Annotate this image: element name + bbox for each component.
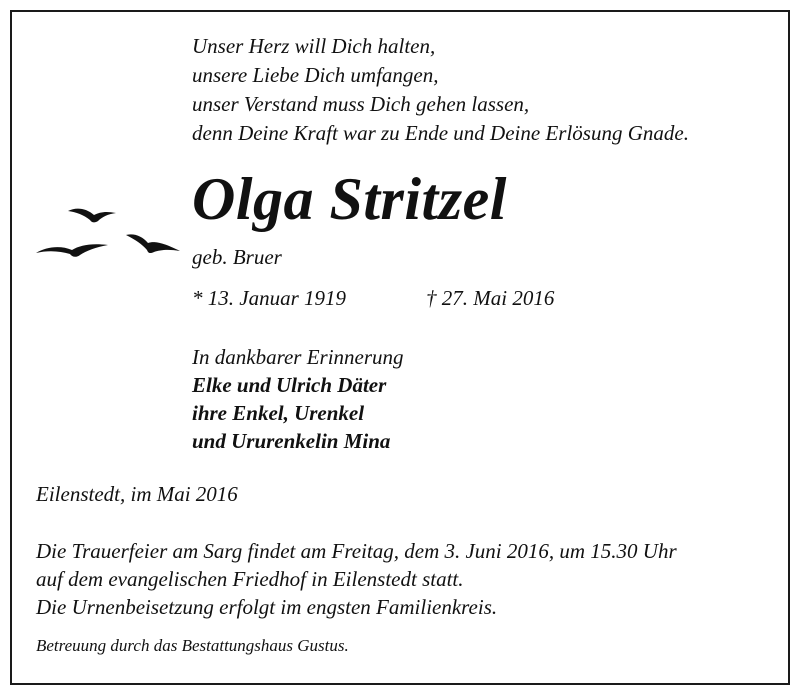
birth-date: * 13. Januar 1919 — [192, 286, 346, 310]
ceremony-line: Die Trauerfeier am Sarg findet am Freitag, dem 3. Juni 2016, um 15.30 Uhr — [36, 539, 677, 563]
place-and-date: Eilenstedt, im Mai 2016 — [36, 482, 238, 506]
ceremony-line: Die Urnenbeisetzung erfolgt im engsten Familienkreis. — [36, 595, 498, 619]
poem-line: Unser Herz will Dich halten, — [192, 34, 436, 58]
poem-line: unser Verstand muss Dich gehen lassen, — [192, 92, 530, 116]
poem-line: denn Deine Kraft war zu Ende und Deine Erlösung Gnade. — [192, 121, 689, 145]
poem-line: unsere Liebe Dich umfangen, — [192, 63, 439, 87]
deceased-name: Olga Stritzel — [192, 166, 507, 232]
mourners-block — [192, 343, 404, 455]
obituary-notice — [10, 10, 790, 685]
death-date: † 27. Mai 2016 — [426, 286, 555, 310]
bird-icon — [36, 244, 108, 257]
mourner-line: ihre Enkel, Urenkel — [192, 401, 365, 425]
birth-name: geb. Bruer — [192, 245, 282, 269]
mourner-line: Elke und Ulrich Däter — [192, 373, 387, 397]
mourner-line: und Ururenkelin Mina — [192, 429, 391, 453]
mourners-intro: In dankbarer Erinnerung — [192, 345, 404, 369]
flying-birds-icon — [34, 195, 194, 265]
undertaker-note: Betreuung durch das Bestattungshaus Gustus. — [36, 636, 349, 655]
memorial-poem — [192, 32, 689, 148]
ceremony-line: auf dem evangelischen Friedhof in Eilenstedt statt. — [36, 567, 464, 591]
ceremony-info — [36, 537, 677, 621]
bird-icon — [126, 234, 180, 253]
bird-icon — [68, 209, 116, 223]
life-dates — [192, 286, 555, 311]
